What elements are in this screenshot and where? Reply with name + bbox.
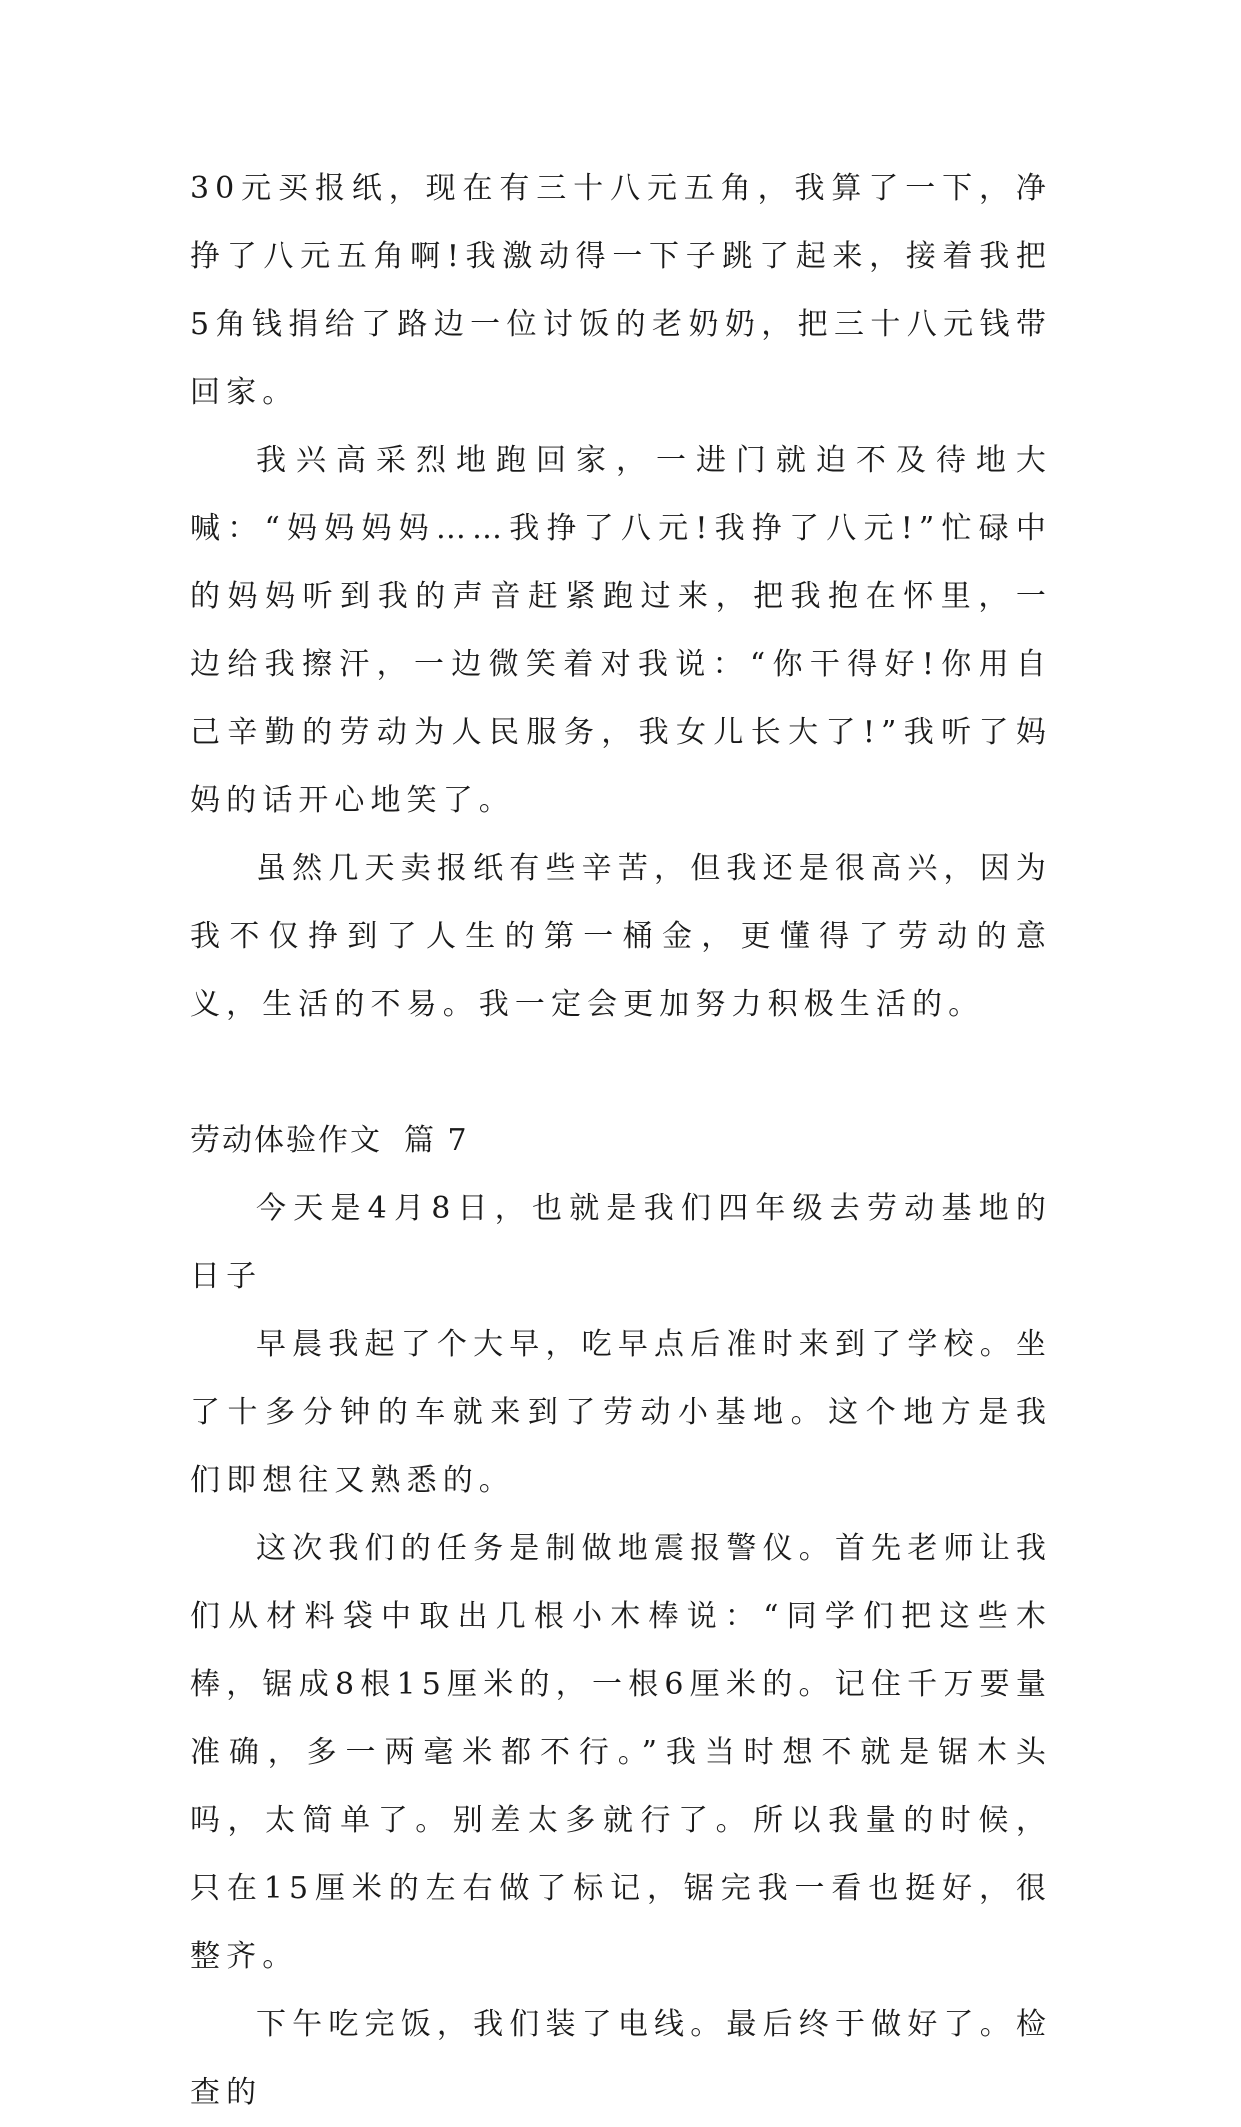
section-heading-title: 劳动体验作文 (190, 1123, 382, 1158)
section-heading (190, 1107, 1052, 1175)
paragraph-afternoon: 下午吃完饭，我们装了电线。最后终于做好了。检查的 (190, 2007, 1052, 2110)
paragraph-task: 这次我们的任务是制做地震报警仪。首先老师让我们从材料袋中取出几根小木棒说：“同学们把这些木棒，锯成8根15厘米的，一根6厘米的。记住千万要量准确，多一两毫米都不行。”我当时想不就是锯木头吗，太简单了。别差太多就行了。所以我量的时候，只在15厘米的左右做了标记，锯完我一看也挺好，很整齐。 (190, 1531, 1052, 1974)
paragraph-morning: 早晨我起了个大早，吃早点后准时来到了学校。坐了十多分钟的车就来到了劳动小基地。这个地方是我们即想往又熟悉的。 (190, 1327, 1052, 1498)
paragraph-continuation: 30元买报纸，现在有三十八元五角，我算了一下，净挣了八元五角啊!我激动得一下子跳了起来，接着我把5角钱捐给了路边一位讨饭的老奶奶，把三十八元钱带回家。 (190, 171, 1052, 410)
paragraph-date: 今天是4月8日，也就是我们四年级去劳动基地的日子 (190, 1191, 1052, 1294)
document-page (190, 155, 1052, 2127)
section-heading-number: 篇 7 (404, 1123, 469, 1158)
paragraph-running-home: 我兴高采烈地跑回家，一进门就迫不及待地大喊：“妈妈妈妈……我挣了八元!我挣了八元!”忙碌中的妈妈听到我的声音赶紧跑过来，把我抱在怀里，一边给我擦汗，一边微笑着对我说：“你干得好!你用自己辛勤的劳动为人民服务，我女儿长大了!”我听了妈妈的话开心地笑了。 (190, 443, 1052, 818)
paragraph-conclusion: 虽然几天卖报纸有些辛苦，但我还是很高兴，因为我不仅挣到了人生的第一桶金，更懂得了劳动的意义，生活的不易。我一定会更加努力积极生活的。 (190, 851, 1052, 1022)
